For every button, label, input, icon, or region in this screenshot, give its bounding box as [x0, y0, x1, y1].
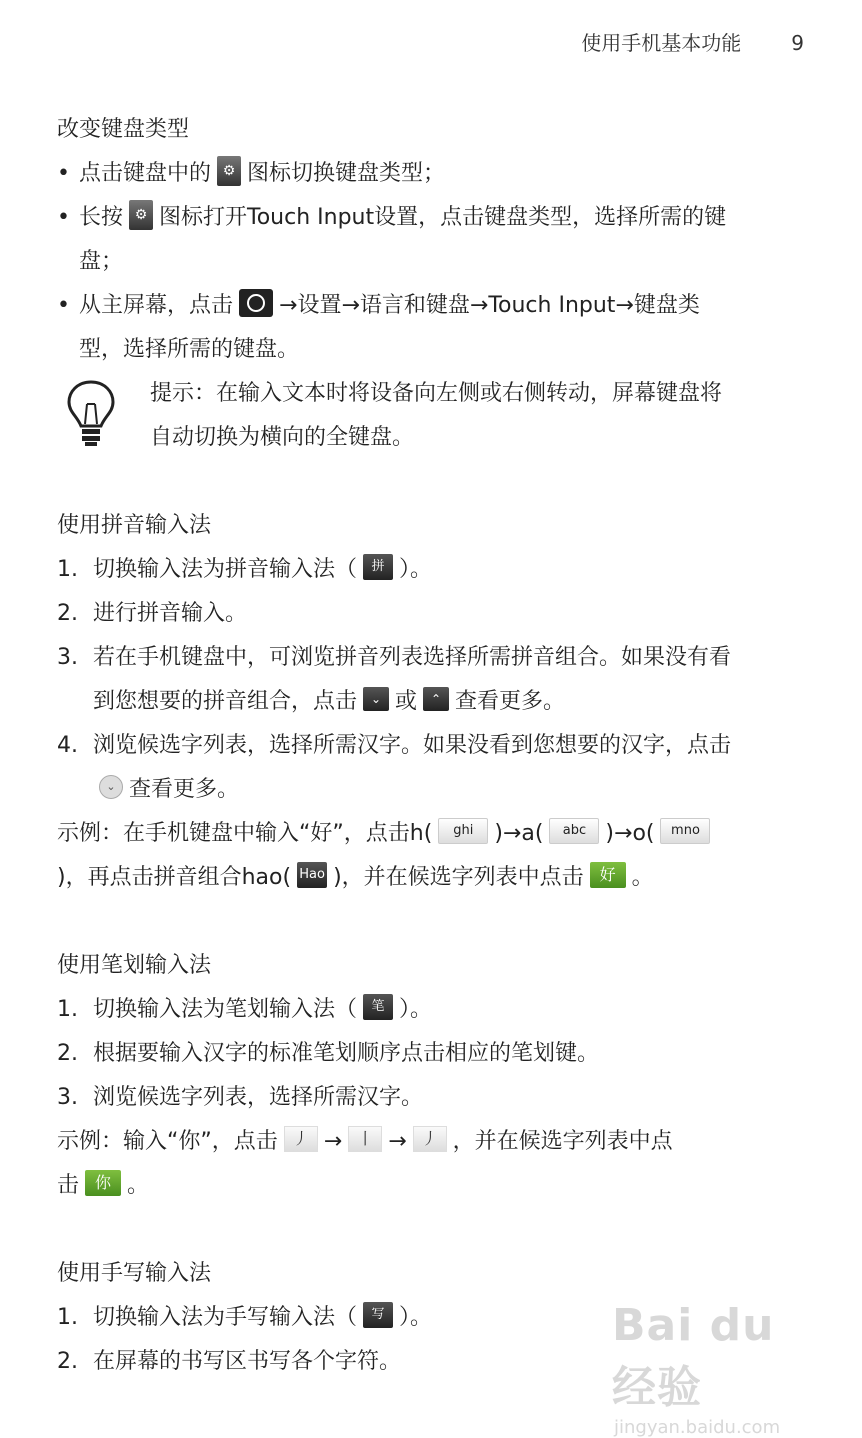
key-mno: mno — [660, 818, 710, 844]
item-number: 3. — [57, 645, 78, 670]
watermark-logo: Bai du 经验 — [612, 1300, 775, 1413]
key-hao: Hao — [297, 862, 327, 888]
text: →设置→语言和键盘→Touch Input→键盘类 — [279, 293, 700, 318]
list-item — [57, 548, 802, 592]
text: ）。 — [399, 1305, 433, 1330]
text: 击 — [57, 1173, 80, 1198]
section-title: 使用笔划输入法 — [57, 953, 212, 978]
arrow: → — [388, 1129, 407, 1154]
list-item — [57, 152, 802, 196]
tip-block — [57, 372, 802, 460]
stroke-key-pie: 丿 — [413, 1126, 447, 1152]
text: 图标切换键盘类型； — [247, 161, 446, 186]
item-number: 4. — [57, 733, 78, 758]
page-content — [57, 108, 802, 1384]
arrow: → — [323, 1129, 343, 1154]
key-ghi: ghi — [438, 818, 488, 844]
list-item-continuation — [57, 768, 802, 812]
list-item — [57, 636, 802, 680]
chevron-up-icon: ⌃ — [423, 687, 449, 711]
text: 切换输入法为手写输入法（ — [93, 1305, 358, 1330]
tip-line: 自动切换为横向的全键盘。 — [150, 425, 415, 450]
item-number: 2. — [57, 1041, 78, 1066]
list-item — [57, 196, 802, 240]
key-abc: abc — [549, 818, 599, 844]
item-number: 1. — [57, 557, 78, 582]
text: 点击键盘中的 — [79, 161, 212, 186]
text: )，并在候选字列表中点击 — [333, 865, 584, 890]
list-item — [57, 1032, 802, 1076]
list-item-continuation: 型，选择所需的键盘。 — [79, 337, 300, 362]
list-item — [57, 1076, 802, 1120]
text: )，再点击拼音组合hao( — [57, 865, 292, 890]
page-header — [581, 27, 804, 56]
stroke-key-shu: 丨 — [348, 1126, 382, 1152]
expand-down-icon: ⌄ — [99, 775, 123, 799]
list-item-continuation: 盘； — [79, 249, 124, 274]
text: 若在手机键盘中，可浏览拼音列表选择所需拼音组合。如果没有看 — [93, 645, 732, 670]
section-title: 使用手写输入法 — [57, 1261, 212, 1286]
list-item — [57, 988, 802, 1032]
stroke-ime-icon: 笔 — [363, 994, 393, 1020]
page-number: 9 — [791, 31, 804, 55]
watermark-url: jingyan.baidu.com — [614, 1417, 781, 1438]
item-number: 1. — [57, 1305, 78, 1330]
example-line — [57, 856, 802, 900]
text: ）。 — [399, 997, 433, 1022]
item-number: 2. — [57, 601, 78, 626]
text: 切换输入法为拼音输入法（ — [93, 557, 358, 582]
text: )→o( — [605, 821, 655, 846]
watermark — [612, 1300, 812, 1438]
text: 。 — [127, 1173, 150, 1198]
text: 切换输入法为笔划输入法（ — [93, 997, 358, 1022]
text: 查看更多。 — [455, 689, 566, 714]
stroke-key-pie: 丿 — [284, 1126, 318, 1152]
text: 根据要输入汉字的标准笔划顺序点击相应的笔划键。 — [93, 1041, 600, 1066]
lightbulb-icon — [65, 378, 117, 448]
section-title: 使用拼音输入法 — [57, 513, 212, 538]
pinyin-ime-icon: 拼 — [363, 554, 393, 580]
example-line — [57, 1164, 802, 1208]
list-item — [57, 724, 802, 768]
text: 。 — [631, 865, 654, 890]
list-item — [57, 284, 802, 328]
text: 长按 — [79, 205, 124, 230]
app-launcher-icon — [239, 289, 273, 317]
item-number: 1. — [57, 997, 78, 1022]
list-item-continuation — [57, 680, 802, 724]
item-number: 2. — [57, 1349, 78, 1374]
candidate-ni: 你 — [85, 1170, 121, 1196]
text: 浏览候选字列表，选择所需汉字。如果没看到您想要的汉字，点击 — [93, 733, 732, 758]
candidate-hao: 好 — [590, 862, 626, 888]
text: )→a( — [494, 821, 544, 846]
text: 浏览候选字列表，选择所需汉字。 — [93, 1085, 424, 1110]
text: 或 — [395, 689, 418, 714]
text: 进行拼音输入。 — [93, 601, 248, 626]
example-line — [57, 1120, 802, 1164]
text: 示例：在手机键盘中输入“好”，点击h( — [57, 821, 433, 846]
item-number: 3. — [57, 1085, 78, 1110]
keyboard-settings-icon: ⚙ — [129, 200, 153, 230]
header-title: 使用手机基本功能 — [581, 31, 742, 55]
text: ，并在候选字列表中点 — [452, 1129, 673, 1154]
tip-line: 提示：在输入文本时将设备向左侧或右侧转动，屏幕键盘将 — [150, 381, 723, 406]
text: 到您想要的拼音组合，点击 — [93, 689, 358, 714]
keyboard-settings-icon: ⚙ — [217, 156, 241, 186]
example-line — [57, 812, 802, 856]
text: ）。 — [399, 557, 433, 582]
text: 示例：输入“你”，点击 — [57, 1129, 278, 1154]
section-title: 改变键盘类型 — [57, 117, 190, 142]
chevron-down-icon: ⌄ — [363, 687, 389, 711]
text: 从主屏幕，点击 — [79, 293, 234, 318]
text: 在屏幕的书写区书写各个字符。 — [93, 1349, 402, 1374]
handwriting-ime-icon: 写 — [363, 1302, 393, 1328]
text: 图标打开Touch Input设置，点击键盘类型，选择所需的键 — [159, 205, 727, 230]
text: 查看更多。 — [129, 777, 240, 802]
list-item — [57, 592, 802, 636]
